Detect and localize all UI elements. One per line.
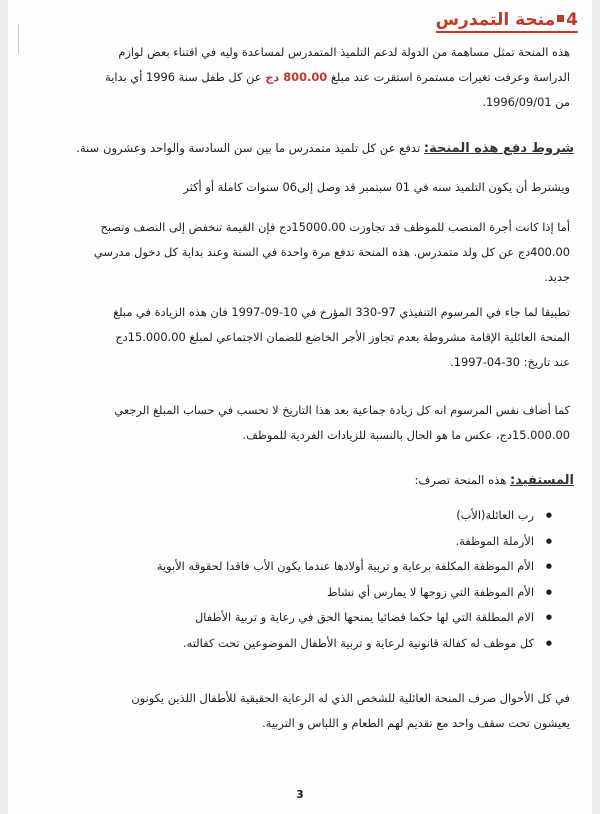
half-value-paragraph: أما إذا كانت أجرة المنصب للموظف قد تجاوزت 15000.00دج فإن القيمة تنخفض إلى النصف وتصبح 400.00دج عن كل ولد متمدرس. هذه المنحة تدفع مرة واحدة في السنة وعند بداية كل دخول مدرسي جديد. <box>93 220 570 284</box>
list-item: ● الام المطلقة التي لها حكما قضائيا يمنحها الحق في رعاية و تربية الأطفال <box>44 605 534 631</box>
conditions-heading: شروط دفع هذه المنحة: <box>423 141 574 156</box>
list-item: ● رب العائلة(الأب) <box>44 503 534 529</box>
grant-amount: 800.00 دج <box>265 70 328 84</box>
beneficiary-intro: هذه المنحة تصرف: <box>414 473 507 487</box>
list-item: ● الأم الموظفة المكلفة برعاية و تربية أولادها عندما يكون الأب فاقدا لحقوقه الأبوية <box>44 554 534 580</box>
intro-line-3: من 1996/09/01. <box>482 95 570 109</box>
title-bullet-icon <box>557 15 564 22</box>
conditions-text-1: تدفع عن كل تلميذ متمدرس ما بين سن السادسة والواحد وعشرون سنة. <box>76 141 421 155</box>
beneficiary-heading-line <box>14 468 574 493</box>
list-item: ● الأم الموظفة التي زوجها لا يمارس أي نشاط <box>44 580 534 606</box>
beneficiary-list <box>44 503 552 656</box>
conditions-text-2: ويشترط أن يكون التلميذ سنه في 01 سبتمبر قد وصل إلى06 سنوات كاملة أو أكثر <box>183 180 570 194</box>
list-item: ● الأرملة الموظفة. <box>44 529 534 555</box>
section-number: 4 <box>566 10 578 30</box>
page-number: 3 <box>296 788 304 801</box>
list-item: ● كل موظف له كفالة قانونية لرعاية و تربية الأطفال الموضوعين تحت كفالته. <box>44 631 534 657</box>
section-title <box>328 10 578 33</box>
beneficiary-heading: المستفيد: <box>510 473 574 488</box>
added-paragraph: كما أضاف نفس المرسوم انه كل زيادة جماعية بعد هذا التاريخ لا تحسب في حساب المبلغ الرجعي 15.000.00دج، عكس ما هو الحال بالنسبة للزيادات الفردية للموظف. <box>114 403 570 442</box>
intro-line-2: الدراسة وعرفت تغيرات مستمرة استقرت عند مبلغ 800.00 دج عن كل طفل سنة 1996 أي بداية <box>105 70 570 84</box>
closing-paragraph: في كل الأحوال صرف المنحة العائلية للشخص الذي له الرعاية الحقيقية للأطفال اللذين يكونون يعيشون تحت سقف واحد مع تقديم لهم الطعام و اللباس و التربية. <box>131 691 570 730</box>
section-title-text: منحة التمدرس <box>435 10 556 30</box>
decree-paragraph: تطبيقا لما جاء في المرسوم التنفيذي 97-330 المؤرخ في 10-09-1997 فان هذه الزيادة في مبلغ المنحة العائلية الإقامة مشروطة بعدم تجاوز الأجر الخاضع للضمان الاجتماعي لمبلغ 15.000.00دج عند تاريخ: 30-04-1997. <box>113 305 570 369</box>
document-page <box>8 0 592 814</box>
intro-line-1: هذه المنحة تمثل مساهمة من الدولة لدعم التلميذ المتمدرس لمساعدة وليه في اقتناء بعض لوازم <box>118 45 570 59</box>
intro-paragraph <box>20 40 570 115</box>
conditions-heading-line <box>14 136 574 161</box>
